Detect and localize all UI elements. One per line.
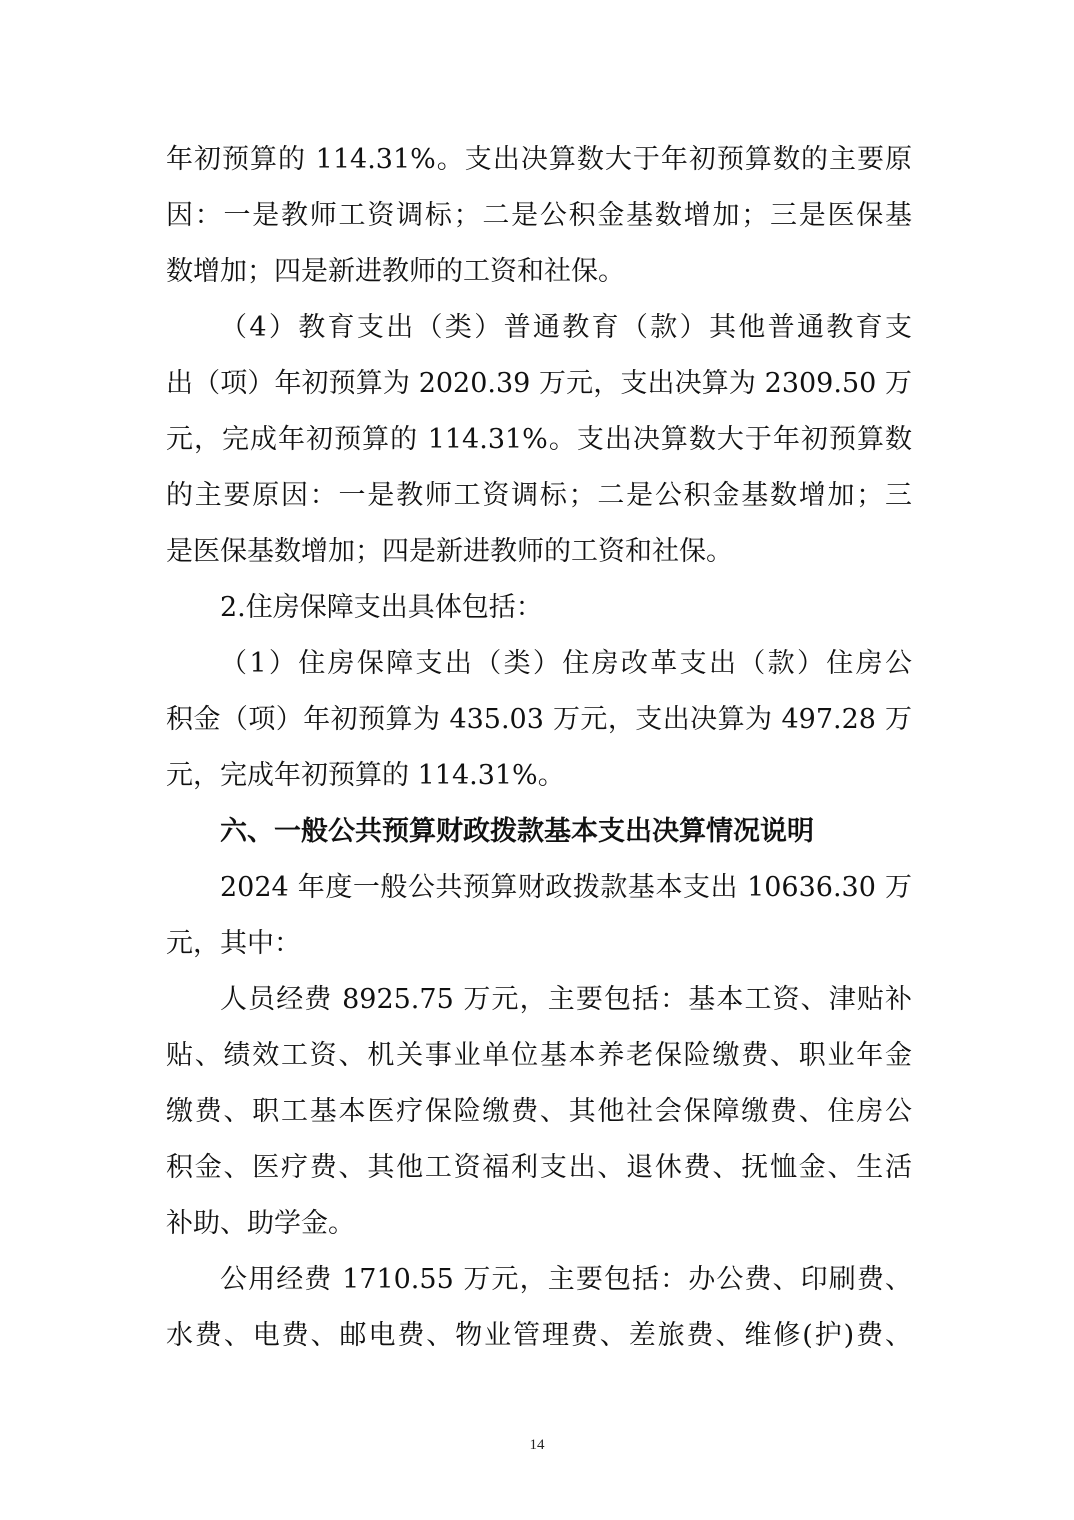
paragraph-line: 元，完成年初预算的 114.31%。支出决算数大于年初预算数 bbox=[166, 424, 912, 455]
section-subheading: 2.住房保障支出具体包括： bbox=[220, 592, 543, 623]
paragraph-line: 水费、电费、邮电费、物业管理费、差旅费、维修(护)费、 bbox=[166, 1320, 912, 1351]
paragraph-line: 补助、助学金。 bbox=[166, 1208, 355, 1239]
paragraph-line: 数增加；四是新进教师的工资和社保。 bbox=[166, 256, 625, 287]
paragraph-line: 贴、绩效工资、机关事业单位基本养老保险缴费、职业年金 bbox=[166, 1040, 912, 1071]
paragraph-line: 人员经费 8925.75 万元，主要包括：基本工资、津贴补 bbox=[220, 984, 912, 1015]
paragraph-line: 积金（项）年初预算为 435.03 万元，支出决算为 497.28 万 bbox=[166, 704, 912, 735]
paragraph-line: （1）住房保障支出（类）住房改革支出（款）住房公 bbox=[220, 648, 912, 679]
paragraph-line: 缴费、职工基本医疗保险缴费、其他社会保障缴费、住房公 bbox=[166, 1096, 912, 1127]
paragraph-line: 因：一是教师工资调标；二是公积金基数增加；三是医保基 bbox=[166, 200, 912, 231]
paragraph-line: 是医保基数增加；四是新进教师的工资和社保。 bbox=[166, 536, 733, 567]
paragraph-line: 出（项）年初预算为 2020.39 万元，支出决算为 2309.50 万 bbox=[166, 368, 912, 399]
paragraph-line: 公用经费 1710.55 万元，主要包括：办公费、印刷费、 bbox=[220, 1264, 912, 1295]
paragraph-line: 的主要原因：一是教师工资调标；二是公积金基数增加；三 bbox=[166, 480, 912, 511]
paragraph-line: 积金、医疗费、其他工资福利支出、退休费、抚恤金、生活 bbox=[166, 1152, 912, 1183]
paragraph-line: （4）教育支出（类）普通教育（款）其他普通教育支 bbox=[220, 312, 912, 343]
paragraph-line: 年初预算的 114.31%。支出决算数大于年初预算数的主要原 bbox=[166, 144, 912, 175]
section-heading: 六、一般公共预算财政拨款基本支出决算情况说明 bbox=[220, 816, 814, 847]
paragraph-line: 元，其中： bbox=[166, 928, 301, 959]
paragraph-line: 元，完成年初预算的 114.31%。 bbox=[166, 760, 565, 791]
page-number: 14 bbox=[529, 1437, 545, 1453]
paragraph-line: 2024 年度一般公共预算财政拨款基本支出 10636.30 万 bbox=[220, 872, 912, 903]
